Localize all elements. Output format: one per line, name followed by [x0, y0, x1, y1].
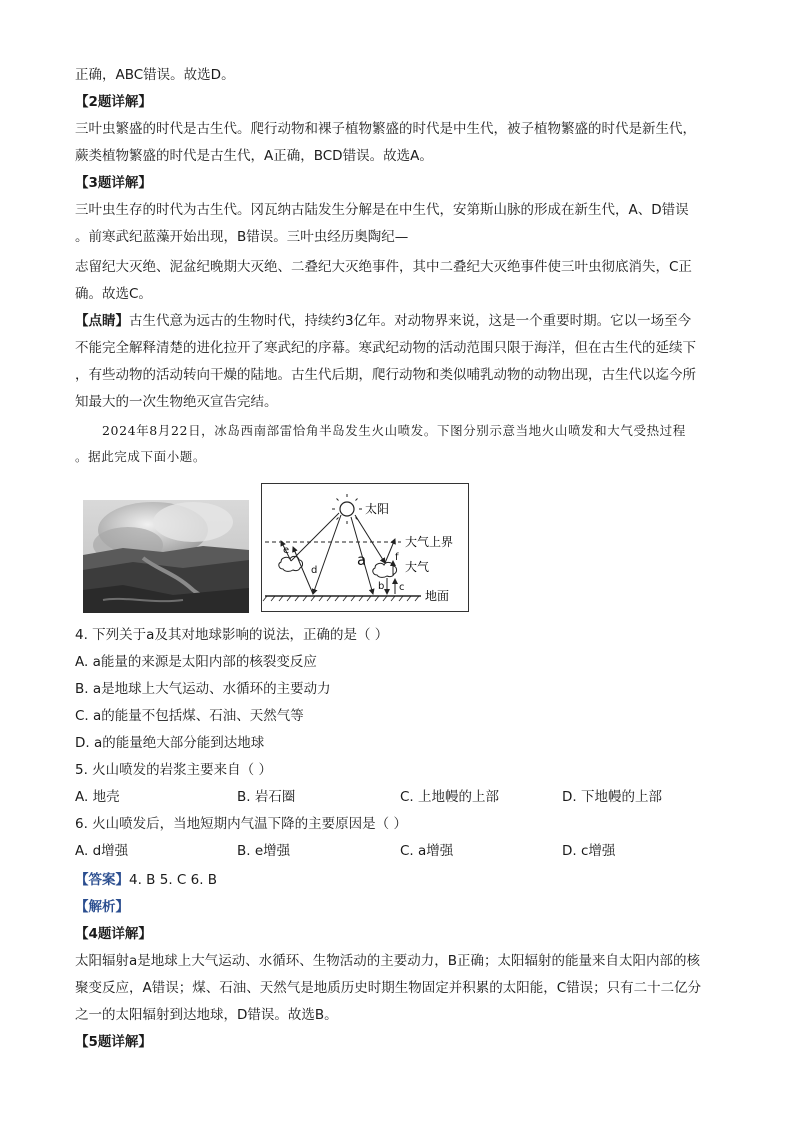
q4-option-c: C. a的能量不包括煤、石油、天然气等	[75, 708, 304, 724]
line-3: 三叶虫繁盛的时代是古生代。爬行动物和裸子植物繁盛的时代是中生代，被子植物繁盛的时代是新生代，	[75, 121, 696, 137]
heading-q4-detail: 【4题详解】	[75, 926, 152, 942]
line-8: 志留纪大灭绝、泥盆纪晚期大灭绝、二叠纪大灭绝事件，其中二叠纪大灭绝事件使三叶虫彻底消失，C正	[75, 259, 692, 275]
key-point-tag: 【点睛】	[75, 313, 129, 329]
q5-option-b: B. 岩石圈	[237, 789, 296, 805]
label-top-atmosphere: 大气上界	[405, 535, 454, 549]
q4-option-a: A. a能量的来源是太阳内部的核裂变反应	[75, 654, 317, 670]
label-e: e	[283, 545, 290, 556]
q5-option-a: A. 地壳	[75, 789, 120, 805]
answer-line	[75, 870, 217, 890]
line-1: 正确，ABC错误。故选D。	[75, 67, 235, 83]
q6-option-d: D. c增强	[562, 843, 616, 859]
intro-line-1: 2024年8月22日，冰岛西南部雷恰角半岛发生火山喷发。下图分别示意当地火山喷发和大气受热过程	[102, 423, 686, 438]
heading-q3-detail: 【3题详解】	[75, 175, 152, 191]
detail-line-3: 之一的太阳辐射到达地球，D错误。故选B。	[75, 1007, 338, 1023]
heading-q2-detail: 【2题详解】	[75, 94, 152, 110]
answer-tag: 【答案】	[75, 872, 129, 888]
q6-stem: 6. 火山喷发后，当地短期内气温下降的主要原因是（ ）	[75, 816, 407, 832]
heading-q5-detail: 【5题详解】	[75, 1034, 152, 1050]
line-10	[75, 311, 691, 331]
analysis-tag: 【解析】	[75, 899, 129, 915]
detail-line-2: 聚变反应，A错误；煤、石油、天然气是地质历史时期生物固定并积累的太阳能，C错误；只有二十二亿分	[75, 980, 702, 996]
volcano-photo	[83, 500, 249, 613]
line-7: 。前寒武纪蓝藻开始出现，B错误。三叶虫经历奥陶纪—	[75, 229, 409, 245]
q4-stem: 4. 下列关于a及其对地球影响的说法，正确的是（ ）	[75, 627, 389, 643]
q4-option-d: D. a的能量绝大部分能到达地球	[75, 735, 265, 751]
answer-text: 4. B 5. C 6. B	[129, 872, 218, 888]
q6-option-c: C. a增强	[400, 843, 454, 859]
label-f: f	[395, 552, 399, 563]
key-point-text: 古生代意为远古的生物时代，持续约3亿年。对动物界来说，这是一个重要时期。它以一场至今	[129, 313, 692, 329]
intro-line-2: 。据此完成下面小题。	[75, 449, 207, 464]
line-12: ，有些动物的活动转向干燥的陆地。古生代后期，爬行动物和类似哺乳动物的动物出现，古生代以迄今所	[75, 367, 696, 383]
q6-option-a: A. d增强	[75, 843, 129, 859]
line-13: 知最大的一次生物绝灭宣告完结。	[75, 394, 278, 410]
label-c: c	[399, 582, 405, 593]
label-a: a	[357, 551, 367, 569]
line-6: 三叶虫生存的时代为古生代。冈瓦纳古陆发生分解是在中生代，安第斯山脉的形成在新生代，A、D错误	[75, 202, 689, 218]
label-sun: 太阳	[365, 502, 390, 516]
label-b: b	[378, 581, 385, 592]
label-atmosphere: 大气	[405, 560, 430, 574]
q5-stem: 5. 火山喷发的岩浆主要来自（ ）	[75, 762, 272, 778]
q6-option-b: B. e增强	[237, 843, 291, 859]
atmosphere-heating-diagram	[261, 483, 469, 612]
q4-option-b: B. a是地球上大气运动、水循环的主要动力	[75, 681, 331, 697]
q5-option-d: D. 下地幔的上部	[562, 789, 662, 805]
q5-option-c: C. 上地幔的上部	[400, 789, 500, 805]
line-9: 确。故选C。	[75, 286, 152, 302]
label-ground: 地面	[425, 589, 450, 603]
detail-line-1: 太阳辐射a是地球上大气运动、水循环、生物活动的主要动力，B正确；太阳辐射的能量来自太阳内部的核	[75, 953, 701, 969]
line-11: 不能完全解释清楚的进化拉开了寒武纪的序幕。寒武纪动物的活动范围只限于海洋，但在古生代的延续下	[75, 340, 696, 356]
label-d: d	[311, 565, 318, 576]
line-4: 蕨类植物繁盛的时代是古生代，A正确，BCD错误。故选A。	[75, 148, 433, 164]
